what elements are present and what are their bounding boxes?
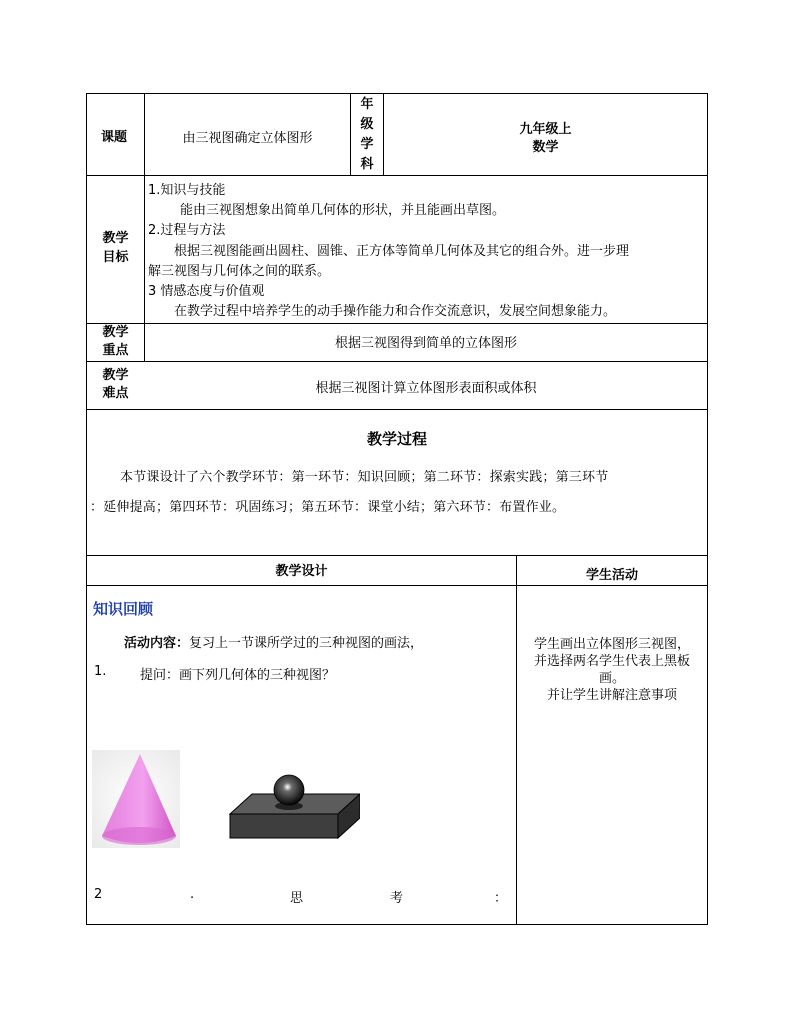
- table-divider: [86, 323, 708, 324]
- topic-value: 由三视图确定立体图形: [182, 131, 313, 146]
- activity-content: [124, 632, 423, 651]
- student-activity-line: 画。: [598, 671, 625, 686]
- item2-char: 思: [290, 891, 304, 906]
- difficulty-label-line: 教学: [102, 368, 129, 383]
- student-activity-text: [517, 636, 707, 704]
- process-intro-line: ：延伸提高；第四环节：巩固练习；第五环节：课堂小结；第六环节：布置作业。: [90, 500, 566, 515]
- topic-label: 课题: [101, 130, 128, 145]
- goals-line: 解三视图与几何体之间的联系。: [148, 264, 331, 279]
- student-activity-line: 学生画出立体图形三视图，: [533, 637, 690, 652]
- item2-char: ：: [494, 891, 508, 906]
- table-divider: [86, 585, 708, 586]
- difficulty-label-line: 难点: [102, 386, 129, 401]
- ball: [274, 775, 304, 805]
- table-border-right: [707, 93, 708, 925]
- goals-label-line: 教学: [102, 231, 129, 246]
- label-char: 科: [360, 157, 374, 172]
- item2-char: 考: [390, 891, 404, 906]
- process-intro-line: 本节课设计了六个教学环节：第一环节：知识回顾；第二环节：探索实践；第三环节: [120, 470, 609, 485]
- activity-content-label: 活动内容：: [124, 636, 190, 651]
- design-column-header: 教学设计: [275, 564, 328, 579]
- goals-line: 能由三视图想象出简单几何体的形状，并且能画出草图。: [180, 203, 506, 218]
- activity-column-header: 学生活动: [585, 568, 638, 583]
- key-point-value: 根据三视图得到简单的立体图形: [334, 336, 517, 351]
- subject-value: 数学: [532, 140, 559, 155]
- table-divider: [516, 555, 517, 925]
- grade-value: 九年级上: [519, 122, 572, 137]
- key-point-label: [87, 324, 144, 360]
- difficulty-label: [87, 367, 144, 403]
- goals-line: 1.知识与技能: [148, 183, 226, 198]
- item2-char: .: [190, 887, 195, 902]
- table-divider: [86, 409, 708, 410]
- goals-line: 在教学过程中培养学生的动手操作能力和合作交流意识，发展空间想象能力。: [174, 304, 617, 319]
- grade-subject-label: [351, 95, 383, 175]
- goals-line: 根据三视图能画出圆柱、圆锥、正方体等简单几何体及其它的组合外。进一步理: [174, 244, 630, 259]
- table-divider: [86, 555, 708, 556]
- student-activity-line: 并让学生讲解注意事项: [546, 688, 677, 703]
- table-border-top: [86, 93, 708, 94]
- activity-content-text: 复习上一节课所学过的三种视图的画法，: [189, 636, 424, 651]
- goals-label-line: 目标: [102, 250, 129, 265]
- label-char: 学: [360, 137, 374, 152]
- key-point-label-line: 重点: [102, 343, 129, 358]
- block-front: [230, 814, 338, 838]
- table-border-bottom: [86, 924, 708, 925]
- cone-base: [102, 827, 176, 845]
- ball-on-block-image: [228, 770, 360, 842]
- student-activity-line: 并选择两名学生代表上黑板: [533, 654, 690, 669]
- item-number: 1.: [94, 664, 107, 679]
- section-title: 知识回顾: [93, 600, 154, 618]
- table-divider: [86, 361, 708, 362]
- table-border-left: [86, 93, 87, 925]
- goals-line: 3 情感态度与价值观: [148, 284, 265, 299]
- table-divider: [86, 175, 708, 176]
- item-question: 提问：画下列几何体的三种视图？: [140, 668, 336, 683]
- goals-label: [87, 229, 144, 267]
- process-title: 教学过程: [366, 430, 427, 448]
- item2-char: 2: [94, 887, 103, 902]
- label-char: 年: [360, 97, 374, 112]
- difficulty-value: 根据三视图计算立体图形表面积或体积: [315, 381, 537, 396]
- goals-line: 2.过程与方法: [148, 223, 226, 238]
- key-point-label-line: 教学: [102, 325, 129, 340]
- label-char: 级: [360, 117, 374, 132]
- cone-image: [92, 750, 180, 848]
